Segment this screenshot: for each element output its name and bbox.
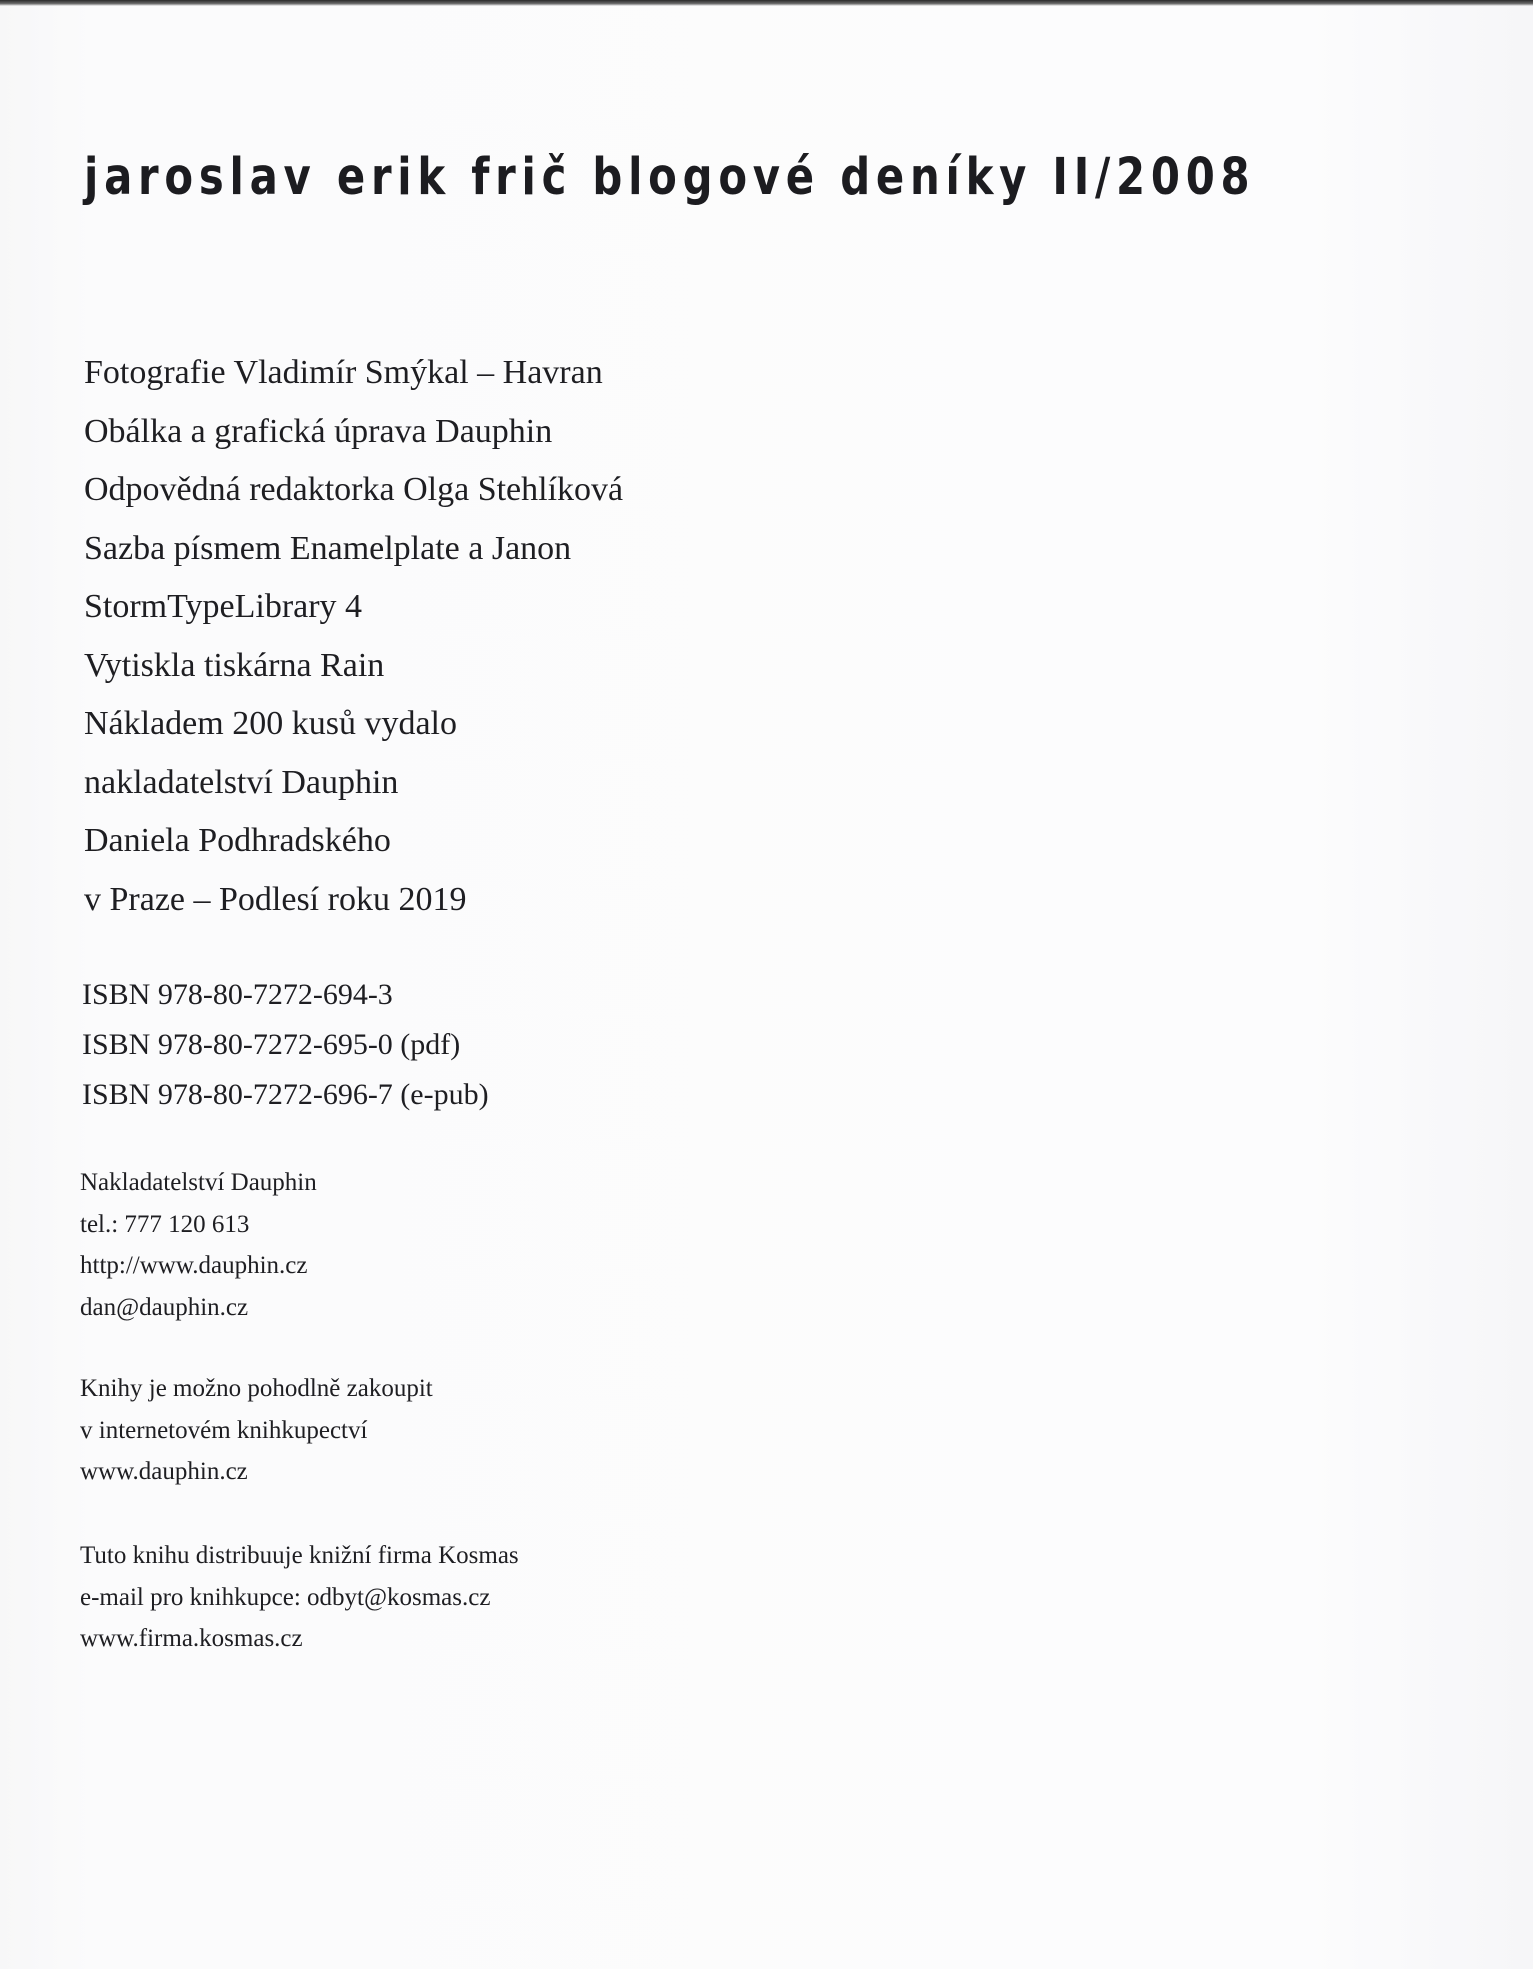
credit-typesetting: Sazba písmem Enamelplate a Janon	[84, 529, 572, 567]
isbn-list	[82, 970, 489, 1120]
isbn-epub: ISBN 978-80-7272-696-7 (e-pub)	[82, 1078, 489, 1111]
distribution-website: www.firma.kosmas.cz	[80, 1625, 303, 1652]
credit-printer: Vytiskla tiskárna Rain	[84, 646, 385, 684]
shop-info	[80, 1368, 433, 1493]
shop-line-1: Knihy je možno pohodlně zakoupit	[80, 1375, 433, 1402]
credit-type-library: StormTypeLibrary 4	[84, 588, 363, 625]
credit-print-run: Nákladem 200 kusů vydalo	[84, 705, 457, 742]
publisher-contact	[80, 1162, 317, 1328]
publisher-website: http://www.dauphin.cz	[80, 1252, 308, 1279]
book-title: jaroslav erik frič blogové deníky II/2008	[84, 148, 1256, 207]
isbn-print: ISBN 978-80-7272-694-3	[82, 978, 393, 1011]
isbn-pdf: ISBN 978-80-7272-695-0 (pdf)	[82, 1028, 461, 1061]
credit-publisher-owner: Daniela Podhradského	[84, 822, 391, 859]
distribution-line-1: Tuto knihu distribuuje knižní firma Kosmas	[80, 1542, 519, 1569]
shop-website: www.dauphin.cz	[80, 1458, 248, 1485]
credit-photography: Fotografie Vladimír Smýkal – Havran	[84, 354, 603, 391]
credit-publisher: nakladatelství Dauphin	[84, 763, 399, 801]
shop-line-2: v internetovém knihkupectví	[80, 1416, 368, 1444]
credit-editor: Odpovědná redaktorka Olga Stehlíková	[84, 471, 624, 508]
publisher-phone: tel.: 777 120 613	[80, 1210, 250, 1238]
page-top-edge	[0, 0, 1533, 6]
distribution-info	[80, 1535, 519, 1660]
publisher-email: dan@dauphin.cz	[80, 1293, 249, 1321]
credits-list	[84, 344, 623, 929]
credit-cover-design: Obálka a grafická úprava Dauphin	[84, 412, 553, 450]
publisher-name: Nakladatelství Dauphin	[80, 1169, 317, 1196]
distribution-email: e-mail pro knihkupce: odbyt@kosmas.cz	[80, 1583, 491, 1611]
credit-place-year: v Praze – Podlesí roku 2019	[84, 880, 467, 918]
